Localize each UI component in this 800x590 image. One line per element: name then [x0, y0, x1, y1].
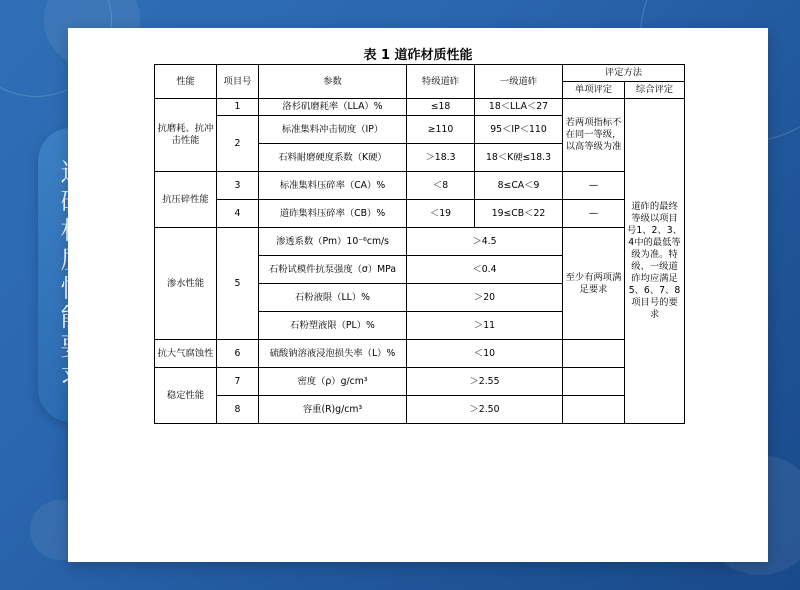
- cell-parameter: 洛杉矶磨耗率（LLA）%: [259, 99, 407, 116]
- cell-merged-value: ＞4.5: [407, 228, 563, 256]
- cell-item-no: 6: [217, 340, 259, 368]
- cell-merged-value: ＞2.50: [407, 396, 563, 424]
- cell-overall-eval: 道砟的最终等级以项目号1、2、3、4中的最低等级为准。特级、一级道砟均应满足5、6、7、8项目号的要求: [625, 99, 685, 424]
- cell-parameter: 石粉液限（LL）%: [259, 284, 407, 312]
- cell-merged-value: ＞2.55: [407, 368, 563, 396]
- cell-item-no: 3: [217, 172, 259, 200]
- cell-parameter: 石料耐磨硬度系数（K硬）: [259, 144, 407, 172]
- cell-single-eval: 至少有两项满足要求: [563, 228, 625, 340]
- cell-single-eval: —: [563, 200, 625, 228]
- cell-first: 8≤CA＜9: [475, 172, 563, 200]
- cell-single-eval: [563, 396, 625, 424]
- cell-parameter: 渗透系数（Pm）10⁻⁶cm/s: [259, 228, 407, 256]
- cell-merged-value: ＞20: [407, 284, 563, 312]
- cell-property: 抗压碎性能: [155, 172, 217, 228]
- cell-parameter: 标准集料冲击韧度（IP）: [259, 116, 407, 144]
- cell-single-eval: [563, 340, 625, 368]
- cell-parameter: 标准集料压碎率（CA）%: [259, 172, 407, 200]
- cell-parameter: 道砟集料压碎率（CB）%: [259, 200, 407, 228]
- cell-special: ≥110: [407, 116, 475, 144]
- table-row: [155, 200, 685, 228]
- cell-item-no: 5: [217, 228, 259, 340]
- header-method-single: 单项评定: [563, 82, 625, 99]
- table-row: [155, 172, 685, 200]
- table-header-row: [155, 65, 685, 82]
- cell-property: 稳定性能: [155, 368, 217, 424]
- cell-parameter: 硫酸钠溶液浸泡损失率（L）%: [259, 340, 407, 368]
- cell-item-no: 8: [217, 396, 259, 424]
- header-method: 评定方法: [563, 65, 685, 82]
- cell-first: 95＜IP＜110: [475, 116, 563, 144]
- cell-item-no: 7: [217, 368, 259, 396]
- header-first: 一级道砟: [475, 65, 563, 99]
- table-row: [155, 228, 685, 256]
- cell-property: 抗磨耗、抗冲击性能: [155, 99, 217, 172]
- header-property: 性能: [155, 65, 217, 99]
- table-row: [155, 340, 685, 368]
- cell-item-no: 4: [217, 200, 259, 228]
- cell-first: 19≤CB＜22: [475, 200, 563, 228]
- cell-item-no: 2: [217, 116, 259, 172]
- cell-first: 18＜K硬≤18.3: [475, 144, 563, 172]
- spec-table: [154, 64, 685, 424]
- cell-special: ＞18.3: [407, 144, 475, 172]
- cell-parameter: 容重(R)g/cm³: [259, 396, 407, 424]
- cell-parameter: 石粉塑液限（PL）%: [259, 312, 407, 340]
- document-page: [68, 28, 768, 562]
- document-card: [68, 28, 768, 562]
- cell-single-eval: [563, 368, 625, 396]
- header-special: 特级道砟: [407, 65, 475, 99]
- cell-merged-value: ＜10: [407, 340, 563, 368]
- cell-property: 渗水性能: [155, 228, 217, 340]
- cell-single-eval: 若两项指标不在同一等级，以高等级为准: [563, 99, 625, 172]
- header-item-no: 项目号: [217, 65, 259, 99]
- cell-single-eval: —: [563, 172, 625, 200]
- cell-property: 抗大气腐蚀性: [155, 340, 217, 368]
- cell-special: ≤18: [407, 99, 475, 116]
- table-row: [155, 396, 685, 424]
- table-row: [155, 368, 685, 396]
- cell-merged-value: ＞11: [407, 312, 563, 340]
- header-parameter: 参数: [259, 65, 407, 99]
- cell-first: 18＜LLA＜27: [475, 99, 563, 116]
- header-method-overall: 综合评定: [625, 82, 685, 99]
- cell-parameter: 密度（ρ）g/cm³: [259, 368, 407, 396]
- cell-item-no: 1: [217, 99, 259, 116]
- table-row: [155, 99, 685, 116]
- cell-parameter: 石粉试模件抗泵强度（σ）MPa: [259, 256, 407, 284]
- cell-special: ＜8: [407, 172, 475, 200]
- table-title: 表 1 道砟材质性能: [363, 48, 473, 63]
- cell-special: ＜19: [407, 200, 475, 228]
- cell-merged-value: ＜0.4: [407, 256, 563, 284]
